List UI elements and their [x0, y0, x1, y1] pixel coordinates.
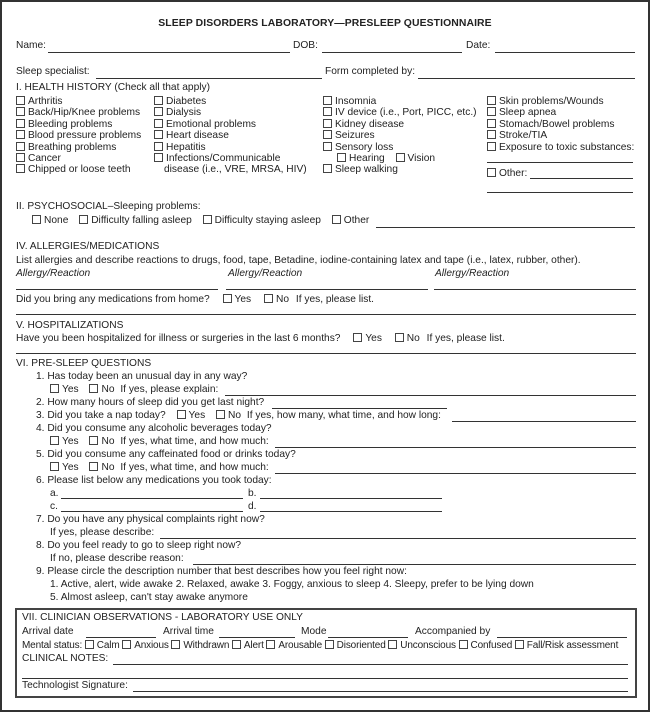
checkbox-icon[interactable]: [223, 294, 232, 303]
checkbox-icon[interactable]: [203, 215, 212, 224]
checkbox-item[interactable]: Kidney disease: [323, 119, 477, 130]
checkbox-item[interactable]: Blood pressure problems: [16, 130, 141, 141]
question-5-field[interactable]: [275, 473, 636, 474]
question-7: 7. Do you have any physical complaints right now?: [36, 514, 265, 525]
question-9: 9. Please circle the description number that best describes how you feel right now:: [36, 566, 407, 577]
specialist-field[interactable]: [96, 78, 322, 79]
med-label-c: c.: [50, 501, 58, 512]
question-1-field[interactable]: [225, 395, 636, 396]
checkbox-icon[interactable]: [16, 96, 25, 105]
hospitalizations-row: [16, 333, 505, 344]
checkbox-none[interactable]: None: [32, 215, 68, 226]
checkbox-icon[interactable]: [337, 153, 346, 162]
question-4: 4. Did you consume any alcoholic beverages today?: [36, 423, 272, 434]
health-col-3: [323, 96, 477, 176]
checkbox-icon[interactable]: [487, 168, 496, 177]
presleep-heading: VI. PRE-SLEEP QUESTIONS: [16, 358, 152, 369]
checkbox-icon[interactable]: [487, 119, 496, 128]
checkbox-no[interactable]: No: [395, 333, 420, 344]
checkbox-difficulty-staying-asleep[interactable]: Difficulty staying asleep: [203, 215, 321, 226]
psychosocial-options: [32, 215, 369, 226]
checkbox-item[interactable]: Sensory loss: [323, 142, 477, 153]
checkbox-no[interactable]: No: [89, 462, 114, 473]
checkbox-item-continuation: disease (i.e., VRE, MRSA, HIV): [164, 164, 307, 176]
allergy-column-label: Allergy/Reaction: [16, 268, 91, 279]
completed-by-field[interactable]: [418, 78, 635, 79]
allergies-heading: IV. ALLERGIES/MEDICATIONS: [16, 241, 160, 252]
checkbox-icon[interactable]: [16, 107, 25, 116]
checkbox-item[interactable]: Chipped or loose teeth: [16, 164, 141, 175]
checkbox-yes[interactable]: Yes: [223, 294, 252, 305]
question-2: 2. How many hours of sleep did you get last night?: [36, 397, 265, 408]
checkbox-no[interactable]: No: [89, 436, 114, 447]
date-label: Date:: [466, 40, 491, 51]
checkbox-icon[interactable]: [487, 107, 496, 116]
checkbox-withdrawn[interactable]: Withdrawn: [171, 640, 229, 651]
checkbox-icon[interactable]: [154, 142, 163, 151]
checkbox-icon[interactable]: [396, 153, 405, 162]
question-5-follow: If yes, what time, and how much:: [120, 462, 269, 473]
med-label-a: a.: [50, 488, 59, 499]
dob-field[interactable]: [322, 52, 462, 53]
med-field-b[interactable]: [260, 498, 442, 499]
specialist-label: Sleep specialist:: [16, 66, 90, 77]
checkbox-item[interactable]: Exposure to toxic substances:: [487, 142, 634, 153]
checkbox-icon[interactable]: [325, 640, 334, 649]
name-field[interactable]: [48, 52, 290, 53]
checkbox-icon[interactable]: [216, 410, 225, 419]
checkbox-item-hearing[interactable]: Hearing: [337, 153, 385, 164]
checkbox-item[interactable]: Bleeding problems: [16, 119, 141, 130]
question-3-field[interactable]: [452, 421, 636, 422]
clinical-notes-label: CLINICAL NOTES:: [22, 653, 109, 664]
question-3-row: [36, 410, 441, 421]
checkbox-alert[interactable]: Alert: [232, 640, 264, 651]
question-4-follow: If yes, what time, and how much:: [120, 436, 269, 447]
if-yes-text: If yes, please list.: [426, 333, 505, 344]
health-col-1: [16, 96, 141, 176]
name-label: Name:: [16, 40, 47, 51]
signature-field[interactable]: [133, 691, 628, 692]
hospitalizations-list-field[interactable]: [16, 353, 636, 354]
allergy-field-2[interactable]: [226, 289, 428, 290]
checkbox-item[interactable]: Sleep apnea: [487, 107, 634, 118]
checkbox-icon[interactable]: [16, 153, 25, 162]
checkbox-difficulty-falling-asleep[interactable]: Difficulty falling asleep: [79, 215, 192, 226]
checkbox-anxious[interactable]: Anxious: [122, 640, 169, 651]
clinician-heading: VII. CLINICIAN OBSERVATIONS - LABORATORY USE ONLY: [22, 612, 303, 623]
checkbox-icon[interactable]: [154, 119, 163, 128]
checkbox-icon[interactable]: [171, 640, 180, 649]
checkbox-disoriented[interactable]: Disoriented: [325, 640, 386, 651]
mental-status-label: Mental status:: [22, 640, 83, 651]
checkbox-yes[interactable]: Yes: [50, 436, 79, 447]
checkbox-icon[interactable]: [16, 119, 25, 128]
meds-from-home-row: [16, 294, 374, 305]
question-8-follow: If no, please describe reason:: [50, 553, 184, 564]
checkbox-icon[interactable]: [353, 333, 362, 342]
question-2-field[interactable]: [272, 408, 447, 409]
question-1-answer: [50, 384, 218, 395]
checkbox-icon[interactable]: [232, 640, 241, 649]
checkbox-yes[interactable]: Yes: [353, 333, 382, 344]
checkbox-icon[interactable]: [154, 130, 163, 139]
checkbox-item-vision[interactable]: Vision: [396, 153, 436, 164]
mental-status-row: [22, 640, 618, 651]
date-field[interactable]: [495, 52, 635, 53]
checkbox-icon[interactable]: [266, 640, 275, 649]
allergy-column-label: Allergy/Reaction: [435, 268, 510, 279]
checkbox-confused[interactable]: Confused: [459, 640, 513, 651]
toxic-substances-field[interactable]: [487, 162, 633, 163]
checkbox-yes[interactable]: Yes: [50, 384, 79, 395]
checkbox-icon[interactable]: [323, 119, 332, 128]
checkbox-icon[interactable]: [388, 640, 397, 649]
checkbox-item[interactable]: Cancer: [16, 153, 141, 164]
checkbox-icon[interactable]: [50, 462, 59, 471]
checkbox-item[interactable]: Infections/Communicable: [154, 153, 307, 164]
checkbox-icon[interactable]: [459, 640, 468, 649]
checkbox-icon[interactable]: [323, 164, 332, 173]
allergy-field-3[interactable]: [434, 289, 636, 290]
checkbox-item[interactable]: Diabetes: [154, 96, 307, 107]
checkbox-item[interactable]: Breathing problems: [16, 142, 141, 153]
if-yes-text: If yes, please list.: [295, 294, 374, 305]
question-9-options-line-1[interactable]: 1. Active, alert, wide awake 2. Relaxed, awake 3. Foggy, anxious to sleep 4. Sleepy, prefer to be lying down: [50, 579, 534, 590]
question-6: 6. Please list below any medications you took today:: [36, 475, 272, 486]
checkbox-icon[interactable]: [323, 130, 332, 139]
checkbox-item[interactable]: Skin problems/Wounds: [487, 96, 634, 107]
med-field-d[interactable]: [260, 511, 442, 512]
checkbox-icon[interactable]: [487, 130, 496, 139]
question-1: 1. Has today been an unusual day in any way?: [36, 371, 248, 382]
checkbox-fall-risk[interactable]: Fall/Risk assessment: [515, 640, 618, 651]
checkbox-item[interactable]: Stroke/TIA: [487, 130, 634, 141]
checkbox-icon[interactable]: [487, 142, 496, 151]
allergy-column-label: Allergy/Reaction: [228, 268, 303, 279]
checkbox-icon[interactable]: [395, 333, 404, 342]
question-3: 3. Did you take a nap today?: [36, 410, 166, 421]
checkbox-calm[interactable]: Calm: [85, 640, 120, 651]
med-label-b: b.: [248, 488, 257, 499]
checkbox-icon[interactable]: [264, 294, 273, 303]
arrival-time-field[interactable]: [219, 637, 295, 638]
checkbox-item-other[interactable]: Other:: [487, 168, 527, 179]
checkbox-arousable[interactable]: Arousable: [266, 640, 322, 651]
checkbox-no[interactable]: No: [89, 384, 114, 395]
completed-by-label: Form completed by:: [325, 66, 416, 77]
other-field[interactable]: [530, 178, 633, 179]
signature-label: Technologist Signature:: [22, 680, 128, 691]
question-7-follow: If yes, please describe:: [50, 527, 155, 538]
mode-label: Mode: [301, 626, 327, 637]
health-col-4: [487, 96, 634, 153]
checkbox-item[interactable]: Heart disease: [154, 130, 307, 141]
checkbox-icon[interactable]: [32, 215, 41, 224]
checkbox-other[interactable]: Other: [332, 215, 369, 226]
question-4-answer: [50, 436, 269, 447]
question-1-follow: If yes, please explain:: [120, 384, 219, 395]
accompanied-by-label: Accompanied by: [415, 626, 491, 637]
health-col-2: [154, 96, 307, 176]
health-history-heading: I. HEALTH HISTORY (Check all that apply): [16, 82, 211, 93]
other-field-line-2[interactable]: [487, 192, 633, 193]
question-4-field[interactable]: [275, 447, 636, 448]
checkbox-unconscious[interactable]: Unconscious: [388, 640, 456, 651]
checkbox-icon[interactable]: [89, 462, 98, 471]
hospitalizations-question: Have you been hospitalized for illness or surgeries in the last 6 months?: [16, 333, 341, 344]
checkbox-icon[interactable]: [89, 384, 98, 393]
checkbox-icon[interactable]: [323, 107, 332, 116]
checkbox-yes[interactable]: Yes: [50, 462, 79, 473]
checkbox-icon[interactable]: [50, 436, 59, 445]
checkbox-item[interactable]: Seizures: [323, 130, 477, 141]
checkbox-icon[interactable]: [16, 130, 25, 139]
med-field-c[interactable]: [61, 511, 243, 512]
checkbox-yes[interactable]: Yes: [177, 410, 206, 421]
psychosocial-heading: II. PSYCHOSOCIAL–Sleeping problems:: [16, 201, 201, 212]
med-label-d: d.: [248, 501, 257, 512]
dob-label: DOB:: [293, 40, 318, 51]
allergy-field-1[interactable]: [16, 289, 218, 290]
checkbox-icon[interactable]: [515, 640, 524, 649]
checkbox-icon[interactable]: [89, 436, 98, 445]
accompanied-by-field[interactable]: [497, 637, 627, 638]
checkbox-icon[interactable]: [79, 215, 88, 224]
checkbox-icon[interactable]: [487, 96, 496, 105]
meds-list-field[interactable]: [16, 314, 636, 315]
checkbox-item[interactable]: Arthritis: [16, 96, 141, 107]
clinical-notes-field-line-2[interactable]: [22, 678, 628, 679]
question-5-answer: [50, 462, 269, 473]
checkbox-item[interactable]: IV device (i.e., Port, PICC, etc.): [323, 107, 477, 118]
checkbox-no[interactable]: No: [264, 294, 289, 305]
checkbox-icon[interactable]: [50, 384, 59, 393]
question-9-options-line-2[interactable]: 5. Almost asleep, can't stay awake anymore: [50, 592, 248, 603]
question-8-field[interactable]: [193, 564, 636, 565]
form-title: SLEEP DISORDERS LABORATORY—PRESLEEP QUESTIONNAIRE: [158, 18, 492, 29]
checkbox-icon[interactable]: [177, 410, 186, 419]
checkbox-icon[interactable]: [154, 107, 163, 116]
mode-field[interactable]: [328, 637, 408, 638]
checkbox-icon[interactable]: [16, 164, 25, 173]
clinical-notes-field[interactable]: [113, 664, 628, 665]
checkbox-icon[interactable]: [332, 215, 341, 224]
checkbox-item[interactable]: Stomach/Bowel problems: [487, 119, 634, 130]
checkbox-icon[interactable]: [16, 142, 25, 151]
med-field-a[interactable]: [61, 498, 243, 499]
question-8: 8. Do you feel ready to go to sleep right now?: [36, 540, 242, 551]
question-5: 5. Did you consume any caffeinated food or drinks today?: [36, 449, 296, 460]
arrival-date-label: Arrival date: [22, 626, 74, 637]
arrival-date-field[interactable]: [86, 637, 156, 638]
checkbox-icon[interactable]: [323, 96, 332, 105]
checkbox-no[interactable]: No: [216, 410, 241, 421]
allergies-instructions: List allergies and describe reactions to drugs, food, tape, Betadine, iodine-containing latex and tape (i.e., latex, rubber, other).: [16, 255, 581, 266]
checkbox-item[interactable]: Back/Hip/Knee problems: [16, 107, 141, 118]
arrival-time-label: Arrival time: [163, 626, 214, 637]
checkbox-icon[interactable]: [122, 640, 131, 649]
checkbox-icon[interactable]: [154, 153, 163, 162]
checkbox-item[interactable]: Dialysis: [154, 107, 307, 118]
question-3-follow: If yes, how many, what time, and how long:: [246, 410, 441, 421]
hospitalizations-heading: V. HOSPITALIZATIONS: [16, 320, 124, 331]
checkbox-item[interactable]: Insomnia: [323, 96, 477, 107]
question-7-field[interactable]: [160, 538, 636, 539]
psychosocial-other-field[interactable]: [376, 227, 635, 228]
checkbox-item[interactable]: Sleep walking: [323, 164, 477, 175]
checkbox-icon[interactable]: [154, 96, 163, 105]
checkbox-icon[interactable]: [85, 640, 94, 649]
checkbox-icon[interactable]: [323, 142, 332, 151]
meds-question: Did you bring any medications from home?: [16, 294, 210, 305]
checkbox-item[interactable]: Emotional problems: [154, 119, 307, 130]
checkbox-item[interactable]: Hepatitis: [154, 142, 307, 153]
